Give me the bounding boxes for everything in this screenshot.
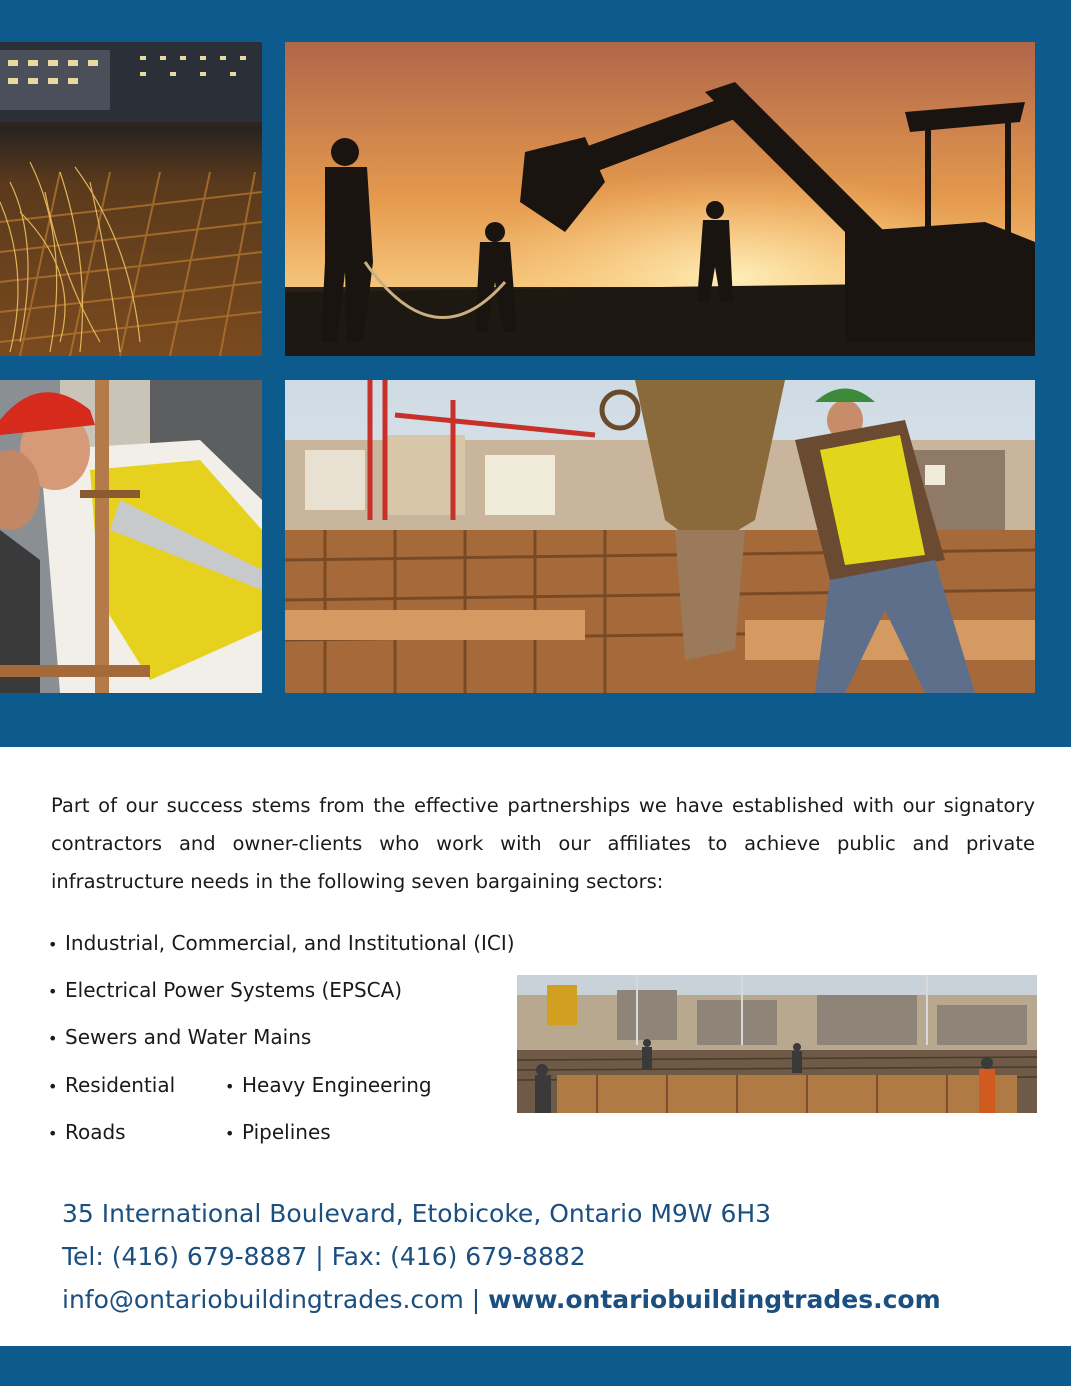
sector-label: Pipelines xyxy=(242,1120,331,1144)
list-item xyxy=(48,973,402,1007)
list-item xyxy=(48,1020,311,1054)
workers-hardhat-photo xyxy=(0,380,262,693)
bullet-icon: • xyxy=(48,982,58,1001)
bullet-icon: • xyxy=(48,935,58,954)
bullet-icon: • xyxy=(225,1077,235,1096)
bullet-icon: • xyxy=(48,1077,58,1096)
phone-fax: Tel: (416) 679-8887 | Fax: (416) 679-8882 xyxy=(62,1242,586,1271)
list-item xyxy=(48,1068,175,1102)
list-item xyxy=(48,926,515,960)
sector-label: Residential xyxy=(65,1073,176,1097)
list-item xyxy=(225,1068,432,1102)
intro-paragraph: Part of our success stems from the effective partnerships we have established with our signatory contractors and owner-clients who work with our affiliates to achieve public and private infrastructure needs in the following seven bargaining sectors: xyxy=(51,794,1035,893)
list-item xyxy=(48,1115,126,1149)
address: 35 International Boulevard, Etobicoke, Ontario M9W 6H3 xyxy=(62,1199,772,1228)
sector-label: Industrial, Commercial, and Institutional (ICI) xyxy=(65,931,515,955)
email-link[interactable]: info@ontariobuildingtrades.com xyxy=(62,1285,464,1314)
rebar-sparks-photo xyxy=(0,42,262,356)
bullet-icon: • xyxy=(225,1124,235,1143)
bullet-icon: • xyxy=(48,1124,58,1143)
sector-label: Sewers and Water Mains xyxy=(65,1025,312,1049)
sector-label: Roads xyxy=(65,1120,126,1144)
sector-label: Heavy Engineering xyxy=(242,1073,432,1097)
email-web-line xyxy=(62,1285,1022,1314)
bullet-icon: • xyxy=(48,1029,58,1048)
sector-label: Electrical Power Systems (EPSCA) xyxy=(65,978,403,1002)
website-link[interactable]: www.ontariobuildingtrades.com xyxy=(488,1285,941,1314)
backhoe-sunset-photo xyxy=(285,42,1035,356)
separator: | xyxy=(463,1285,489,1314)
concrete-pour-photo xyxy=(285,380,1035,693)
construction-site-photo xyxy=(517,975,1037,1113)
bottom-band xyxy=(0,1346,1071,1386)
list-item xyxy=(225,1115,331,1149)
